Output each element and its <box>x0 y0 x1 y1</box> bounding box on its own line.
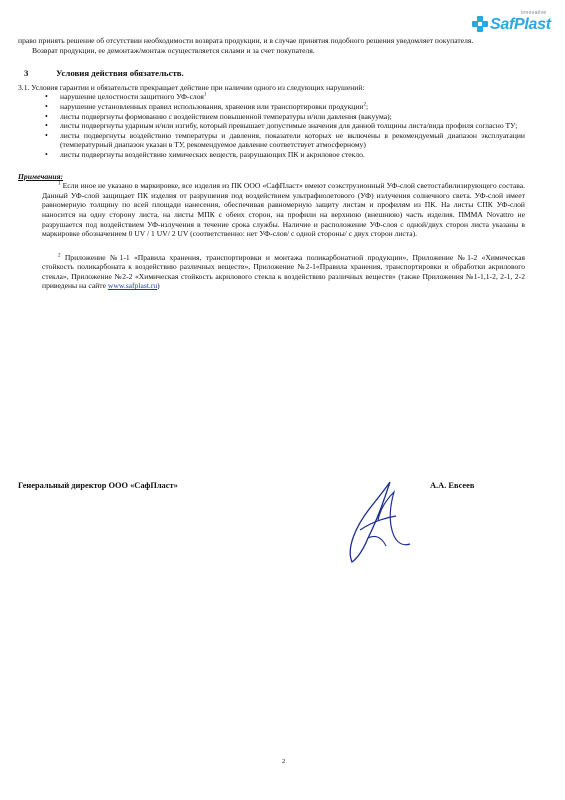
logo-tagline: innovative <box>521 10 547 16</box>
footnote-ref: 2 <box>363 102 366 108</box>
section-title: Условия действия обязательств. <box>56 68 184 79</box>
list-item: • листы подвергнуты ударным и/или изгибу, который превышает допустимые значения для данной толщины листа/вида профиля согласно ТУ; <box>60 121 525 131</box>
page-number: 2 <box>282 758 286 765</box>
footnote-number: 2 <box>58 253 61 259</box>
notes-title: Примечания: <box>18 171 64 181</box>
section-intro: 3.1. Условия гарантии и обязательств прекращает действие при наличии одного из следующих нарушений: <box>18 82 365 92</box>
logo-cubes-icon <box>472 16 488 32</box>
list-item: • листы подвергнуты формованию с воздействием повышенной температуры и/или давления (вакуума); <box>60 112 525 122</box>
list-item: • листы подвергнуты воздействию температуры и давления, показатели которых не включены в рекомендуемый диапазон эксплуатации (температурный диапазон указан в ТУ, рекомендуемое давление соответствует атмосферному) <box>60 131 525 150</box>
footnote-2: $^2$ Приложение №1-1 «Правила хранения, транспортировки и монтажа поликарбонатной продукции», Приложение №1-2 «Химическая стойкость поликарбоната к воздействию различных веществ», Приложение №2-1«Правила хранения, транспортировки и обработки акрилового стекла», Приложение №2-2 «Химическая стойкость акрилового стекла к воздействию различных веществ» (также Приложения №1-1,1-2, 2-1, 2-2 приведены на сайте www.safplast.ru) <box>42 252 525 291</box>
footnote-ref: 1 <box>203 92 207 98</box>
section-number: 3 <box>24 68 29 79</box>
top-paragraph-1: право принять решение об отсутствии необходимости возврата продукции, и в случае принятия подобного решения уведомляет покупателя. <box>18 36 474 45</box>
violations-list <box>18 92 525 159</box>
top-paragraph-2: Возврат продукции, ее демонтаж/монтаж осуществляется силами и за счет покупателя. <box>32 45 315 55</box>
signatory-position: Генеральный директор ООО «СафПласт» <box>18 481 178 490</box>
document-body <box>18 36 525 291</box>
signatory-name: А.А. Евсеев <box>430 481 475 490</box>
section-heading <box>18 69 525 79</box>
footnote-number: 1 <box>58 181 61 187</box>
list-item: • листы подвергнуты воздействию химических веществ, разрушающих ПК и акриловое стекло. <box>60 150 525 160</box>
footnote-1: $^1$ Если иное не указано в маркировке, все изделия из ПК ООО «СафПласт» имеют соэкструзионный УФ-слой светостабилизирующего состава. Данный УФ-слой защищает ПК изделия от разрушения под воздействием ультрафиолетового (УФ) излучения солнечного света. УФ-слой имеет равномерную толщину по всей площади нанесения, обеспечивая равномерную защиту листам и профилям из ПК. На листы СПК УФ-слой наносится на одну сторону листа, на листы МПК с обеих сторон, на профили на верхнюю (внешнюю) часть изделия. ПММА Novattro не разрушается под воздействием УФ-излучения в течение срока службы. Наличие и расположение УФ-слоя с одной/двух сторон листа указаны в маркировке обозначением 0 UV / 1 UV/ 2 UV (соответственно: нет УФ-слоя/ с одной стороны/ с двух сторон листа). <box>42 181 526 239</box>
list-item: • нарушение установленных правил использования, хранения или транспортировки продукции$^2$; <box>60 102 525 112</box>
handwritten-signature <box>338 478 418 570</box>
list-item: • нарушение целостности защитного УФ-слоя$^1$ <box>60 92 525 102</box>
logo-name: SafPlast <box>490 16 551 33</box>
website-link[interactable]: www.safplast.ru <box>107 281 158 291</box>
